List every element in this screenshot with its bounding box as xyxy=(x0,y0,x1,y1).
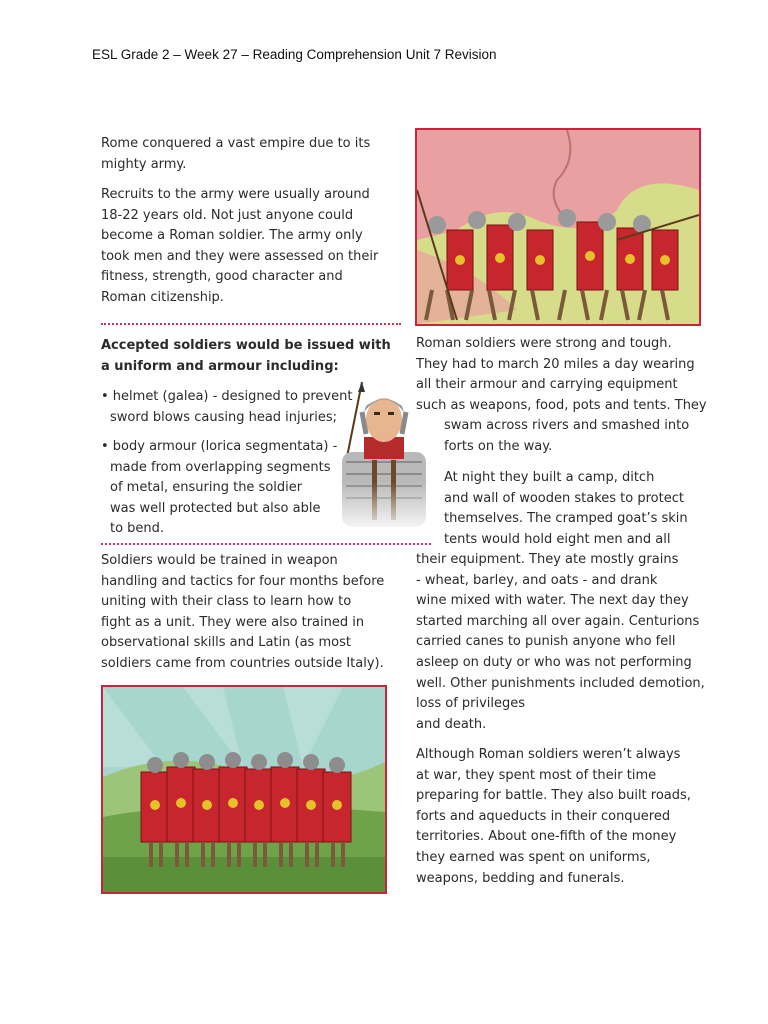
text-line: themselves. The cramped goat’s skin xyxy=(444,511,688,527)
section-divider-2 xyxy=(101,543,431,545)
text-line: Recruits to the army were usually around xyxy=(101,187,370,202)
text-line: observational skills and Latin (as most xyxy=(101,635,351,651)
text-line: - wheat, barley, and oats - and drank xyxy=(416,572,658,588)
text-line: sword blows causing head injuries; xyxy=(110,409,337,425)
training-paragraph xyxy=(101,551,384,675)
text-line: such as weapons, food, pots and tents. They xyxy=(416,397,707,413)
text-line: they earned was spent on uniforms, xyxy=(416,849,651,865)
text-line: swam across rivers and smashed into xyxy=(444,418,690,433)
text-line: and death. xyxy=(416,716,487,732)
text-line: uniting with their class to learn how to xyxy=(101,594,352,610)
text-line: started marching all over again. Centurions xyxy=(416,613,700,629)
text-line: fight as a unit. They were also trained in xyxy=(101,614,365,630)
text-line: a uniform and armour including: xyxy=(101,358,339,374)
text-line: soldiers came from countries outside Italy). xyxy=(101,655,384,671)
intro-paragraph xyxy=(101,134,370,175)
recruits-paragraph xyxy=(101,185,378,309)
strong-soldiers-paragraph xyxy=(416,334,707,416)
text-line: at war, they spent most of their time xyxy=(416,767,657,783)
text-line: forts on the way. xyxy=(444,438,553,454)
bullet-helmet xyxy=(101,387,352,428)
text-line: their equipment. They ate mostly grains xyxy=(416,552,679,567)
text-line: asleep on duty or who was not performing xyxy=(416,654,692,670)
text-line: fitness, strength, good character and xyxy=(101,269,343,285)
text-line: carried canes to punish anyone who fell xyxy=(416,634,676,650)
text-line: all their armour and carrying equipment xyxy=(416,377,678,393)
text-line: become a Roman soldier. The army only xyxy=(101,228,363,244)
text-line: well. Other punishments included demotion, xyxy=(416,675,705,691)
camp-paragraph-cont xyxy=(416,550,705,735)
text-line: took men and they were assessed on their xyxy=(101,248,379,264)
text-line: Although Roman soldiers weren’t always xyxy=(416,747,681,762)
text-line: Roman soldiers were strong and tough. xyxy=(416,336,672,351)
text-line: handling and tactics for four months before xyxy=(101,573,385,589)
text-line: At night they built a camp, ditch xyxy=(444,470,655,485)
text-line: tents would hold eight men and all xyxy=(444,531,671,547)
text-line: weapons, bedding and funerals. xyxy=(416,870,625,886)
text-line: to bend. xyxy=(110,521,165,537)
text-line: Rome conquered a vast empire due to its xyxy=(101,136,371,151)
text-line: was well protected but also able xyxy=(110,500,321,516)
text-line: territories. About one-fifth of the money xyxy=(416,829,677,845)
text-line: and wall of wooden stakes to protect xyxy=(444,490,684,506)
camp-paragraph xyxy=(444,468,688,550)
page-header: ESL Grade 2 – Week 27 – Reading Comprehension Unit 7 Revision xyxy=(92,47,497,62)
strong-soldiers-paragraph-cont xyxy=(444,416,689,457)
text-line: forts and aqueducts in their conquered xyxy=(416,808,671,824)
text-line: • helmet (galea) - designed to prevent xyxy=(101,389,353,404)
text-line: Accepted soldiers would be issued with xyxy=(101,338,391,353)
text-line: mighty army. xyxy=(101,156,187,172)
text-line: Roman citizenship. xyxy=(101,289,224,305)
bullet-armour xyxy=(101,437,337,540)
section-divider xyxy=(101,323,401,325)
text-line: • body armour (lorica segmentata) - xyxy=(101,439,338,454)
text-line: wine mixed with water. The next day they xyxy=(416,593,689,609)
peacetime-paragraph xyxy=(416,745,691,889)
testudo-formation-image xyxy=(101,685,387,894)
text-line: Soldiers would be trained in weapon xyxy=(101,553,338,568)
text-line: preparing for battle. They also built roads, xyxy=(416,788,691,804)
text-line: made from overlapping segments xyxy=(110,459,331,475)
text-line: of metal, ensuring the soldier xyxy=(110,480,303,496)
text-line: They had to march 20 miles a day wearing xyxy=(416,356,695,372)
marching-soldiers-map-image xyxy=(415,128,701,326)
text-line: loss of privileges xyxy=(416,696,526,712)
text-line: 18-22 years old. Not just anyone could xyxy=(101,207,354,223)
uniform-heading xyxy=(101,336,391,377)
